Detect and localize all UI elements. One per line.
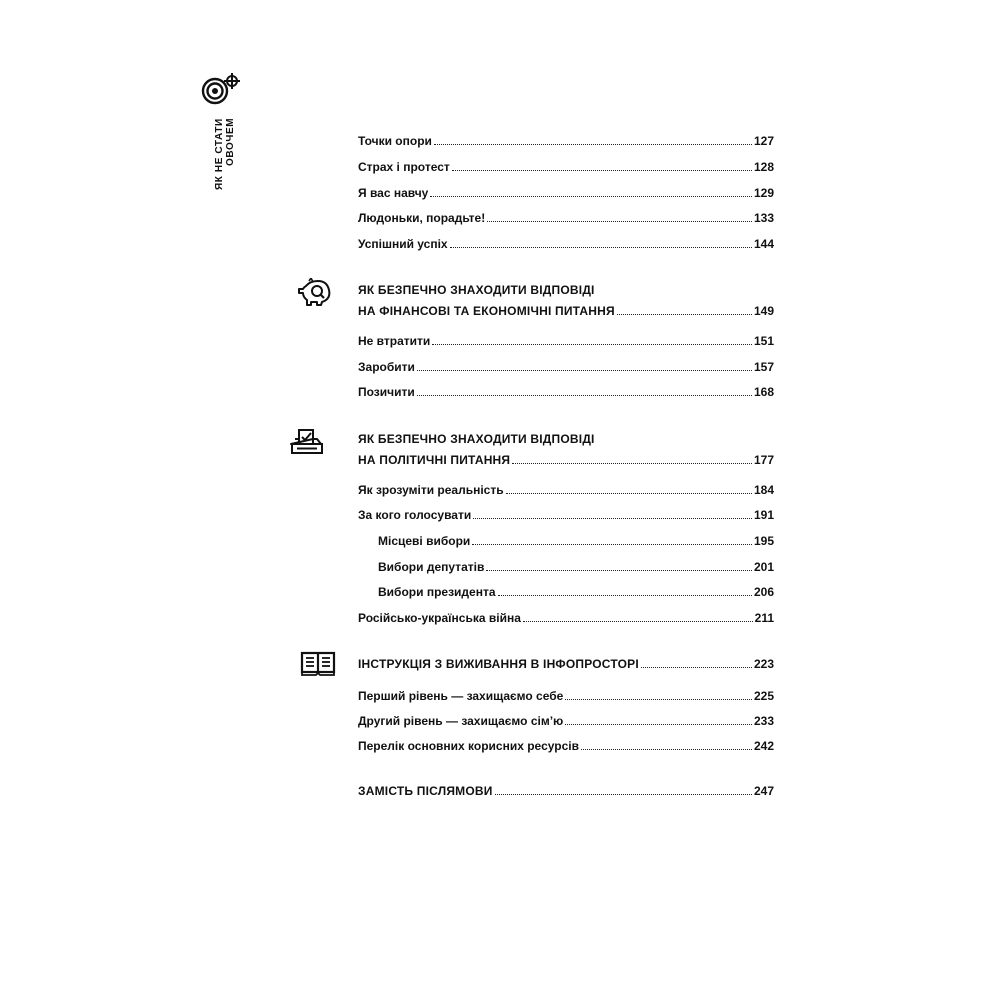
entry-page: 195	[753, 534, 774, 548]
entry-label: Успішний успіх	[358, 237, 448, 251]
entry-page: 133	[753, 211, 774, 225]
toc-entry	[358, 739, 774, 753]
entry-label: НА ФІНАНСОВІ ТА ЕКОНОМІЧНІ ПИТАННЯ	[358, 304, 615, 318]
entry-label: Другий рівень — захищаємо сім’ю	[358, 714, 564, 728]
entry-label: Вибори депутатів	[378, 560, 485, 574]
entry-label: Російсько-українська війна	[358, 611, 521, 625]
entry-label: Позичити	[358, 385, 415, 399]
entry-page: 144	[753, 237, 774, 251]
dot-leader	[450, 238, 752, 248]
entry-page: 127	[753, 134, 774, 148]
dot-leader	[617, 305, 752, 315]
dot-leader	[452, 161, 752, 171]
dot-leader	[417, 361, 752, 371]
toc-subentry	[378, 560, 774, 574]
entry-page: 247	[753, 784, 774, 798]
entry-label: Людоньки, порадьте!	[358, 211, 486, 225]
entry-page: 225	[753, 689, 774, 703]
entry-label: Я вас навчу	[358, 186, 429, 200]
toc-entry	[358, 134, 774, 148]
toc-entry	[358, 689, 774, 703]
dot-leader	[523, 612, 753, 622]
toc-entry	[358, 508, 774, 522]
toc-entry	[358, 160, 774, 174]
open-book-icon	[300, 651, 336, 677]
ballot-box-icon	[290, 428, 326, 456]
toc-entry	[358, 211, 774, 225]
dot-leader	[498, 586, 752, 596]
toc-entry	[358, 360, 774, 374]
entry-page: 242	[753, 739, 774, 753]
entry-label: ІНСТРУКЦІЯ З ВИЖИВАННЯ В ІНФОПРОСТОРІ	[358, 657, 639, 671]
entry-label: Місцеві вибори	[378, 534, 471, 548]
section-heading-entry	[358, 657, 774, 671]
entry-page: 184	[753, 483, 774, 497]
entry-label: ЗАМІСТЬ ПІСЛЯМОВИ	[358, 784, 493, 798]
entry-page: 168	[753, 385, 774, 399]
entry-label: Точки опори	[358, 134, 432, 148]
entry-page: 151	[753, 334, 774, 348]
dot-leader	[581, 740, 752, 750]
section-heading: ЯК БЕЗПЕЧНО ЗНАХОДИТИ ВІДПОВІДІ	[358, 283, 595, 297]
toc-entry	[358, 334, 774, 348]
toc-subentry	[378, 585, 774, 599]
entry-page: 157	[753, 360, 774, 374]
entry-page: 149	[753, 304, 774, 318]
dot-leader	[434, 135, 752, 145]
dot-leader	[512, 454, 752, 464]
entry-label: Перелік основних корисних ресурсів	[358, 739, 579, 753]
toc-entry	[358, 186, 774, 200]
entry-page: 128	[753, 160, 774, 174]
entry-label: Як зрозуміти реальність	[358, 483, 504, 497]
entry-page: 201	[753, 560, 774, 574]
dot-leader	[473, 509, 752, 519]
toc-entry	[358, 714, 774, 728]
target-icon	[200, 72, 244, 106]
dot-leader	[506, 484, 752, 494]
toc-entry	[358, 237, 774, 251]
entry-page: 129	[753, 186, 774, 200]
section-heading: ЯК БЕЗПЕЧНО ЗНАХОДИТИ ВІДПОВІДІ	[358, 432, 595, 446]
toc-entry	[358, 611, 774, 625]
dot-leader	[565, 715, 752, 725]
piggy-bank-search-icon	[296, 278, 332, 306]
entry-label: Заробити	[358, 360, 415, 374]
entry-page: 233	[753, 714, 774, 728]
entry-label: За кого голосувати	[358, 508, 472, 522]
dot-leader	[417, 386, 752, 396]
toc-entry	[358, 483, 774, 497]
toc-subentry	[378, 534, 774, 548]
dot-leader	[495, 785, 752, 795]
entry-page: 177	[753, 453, 774, 467]
dot-leader	[565, 690, 752, 700]
entry-page: 191	[753, 508, 774, 522]
entry-page: 211	[754, 611, 774, 625]
entry-page: 223	[753, 657, 774, 671]
entry-page: 206	[753, 585, 774, 599]
dot-leader	[487, 212, 752, 222]
section-heading-entry	[358, 453, 774, 467]
entry-label: Не втратити	[358, 334, 431, 348]
toc-entry	[358, 385, 774, 399]
dot-leader	[641, 658, 752, 668]
dot-leader	[430, 187, 752, 197]
dot-leader	[486, 561, 752, 571]
dot-leader	[432, 335, 752, 345]
section-heading-entry	[358, 304, 774, 318]
entry-label: НА ПОЛІТИЧНІ ПИТАННЯ	[358, 453, 511, 467]
afterword-entry	[358, 784, 774, 798]
spine-title: ЯК НЕ СТАТИ ОВОЧЕМ	[214, 118, 236, 190]
entry-label: Перший рівень — захищаємо себе	[358, 689, 564, 703]
entry-label: Страх і протест	[358, 160, 450, 174]
dot-leader	[472, 535, 752, 545]
entry-label: Вибори президента	[378, 585, 496, 599]
